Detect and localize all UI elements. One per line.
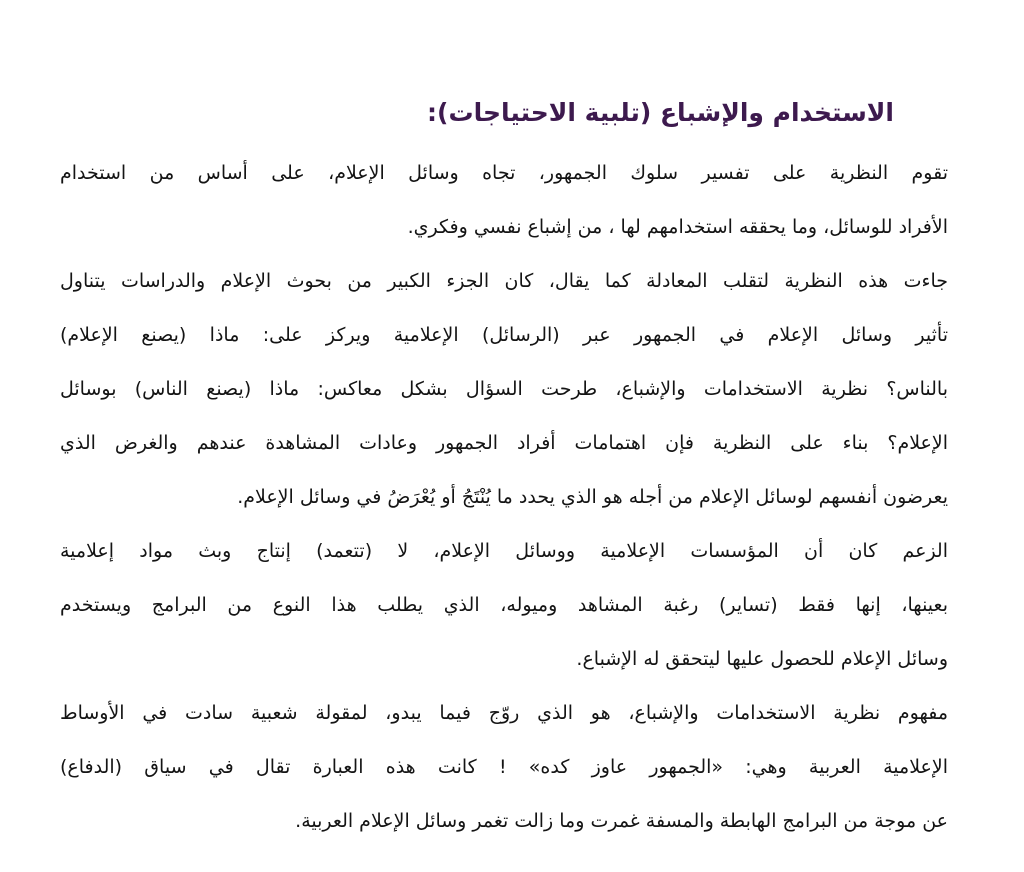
paragraph-line: الزعم كان أن المؤسسات الإعلامية ووسائل الإعلام، لا (تتعمد) إنتاج وبث مواد إعلامية: [60, 540, 948, 562]
paragraph-line: يعرضون أنفسهم لوسائل الإعلام من أجله هو الذي يحدد ما يُنْتَجُ أو يُعْرَضُ في وسائل الإعلام.: [237, 486, 948, 508]
paragraph-3: [60, 524, 948, 686]
paragraph-line: عن موجة من البرامج الهابطة والمسفة غمرت وما زالت تغمر وسائل الإعلام العربية.: [295, 810, 948, 832]
paragraph-2: [60, 254, 948, 524]
paragraph-line: وسائل الإعلام للحصول عليها ليتحقق له الإشباع.: [576, 648, 948, 670]
paragraph-line: تقوم النظرية على تفسير سلوك الجمهور، تجاه وسائل الإعلام، على أساس من استخدام: [60, 162, 948, 184]
paragraph-1: [60, 146, 948, 254]
paragraph-4: [60, 686, 948, 848]
paragraph-line: الإعلامية العربية وهي: «الجمهور عاوز كده» ! كانت هذه العبارة تقال في سياق (الدفاع): [60, 756, 948, 778]
paragraph-line: بالناس؟ نظرية الاستخدامات والإشباع، طرحت السؤال بشكل معاكس: ماذا (يصنع الناس) بوسائل: [60, 378, 948, 400]
section-heading: الاستخدام والإشباع (تلبية الاحتياجات):: [427, 98, 894, 127]
paragraph-line: الأفراد للوسائل، وما يحققه استخدامهم لها ، من إشباع نفسي وفكري.: [407, 216, 948, 238]
paragraph-line: جاءت هذه النظرية لتقلب المعادلة كما يقال، كان الجزء الكبير من بحوث الإعلام والدراسات يتناول: [60, 270, 948, 292]
paragraph-line: تأثير وسائل الإعلام في الجمهور عبر (الرسائل) الإعلامية ويركز على: ماذا (يصنع الإعلام): [60, 324, 948, 346]
paragraph-line: الإعلام؟ بناء على النظرية فإن اهتمامات أفراد الجمهور وعادات المشاهدة عندهم والغرض الذي: [60, 432, 948, 454]
paragraph-line: بعينها، إنها فقط (تساير) رغبة المشاهد وميوله، الذي يطلب هذا النوع من البرامج ويستخدم: [60, 594, 948, 616]
paragraph-line: مفهوم نظرية الاستخدامات والإشباع، هو الذي روّج فيما يبدو، لمقولة شعبية سادت في الأوساط: [60, 702, 948, 724]
body-text: [60, 146, 948, 848]
